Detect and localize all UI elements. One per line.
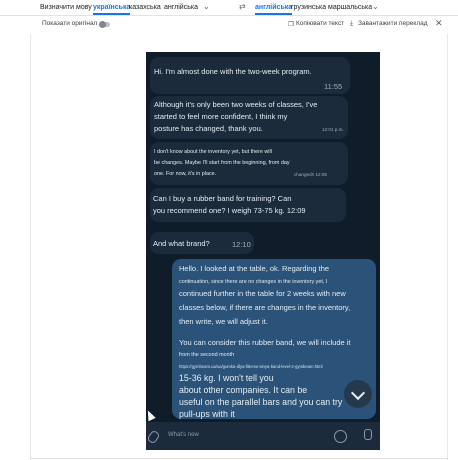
message-time: 11:55 bbox=[324, 82, 343, 91]
microphone-icon[interactable] bbox=[364, 429, 372, 440]
translation-toolbar bbox=[0, 16, 458, 32]
chat-screenshot bbox=[146, 52, 380, 450]
message-text: And what brand? bbox=[153, 239, 210, 248]
reply-line: continuation, since there are no changes in the inventory yet, I bbox=[179, 279, 328, 285]
reply-line: then write, we will adjust it. bbox=[179, 317, 268, 326]
reply-line: You can consider this rubber band, we will include it bbox=[179, 338, 351, 347]
reply-line: pull-ups with it bbox=[179, 409, 235, 419]
divider bbox=[30, 34, 31, 460]
reply-line: useful on the parallel bars and you can try bbox=[179, 397, 343, 407]
message-time: changed!! 12:05 bbox=[294, 172, 327, 177]
divider bbox=[30, 458, 448, 459]
message-text: Although it's only been two weeks of classes, I've started to feel more confident, I think my posture has changed, thank you. bbox=[154, 100, 318, 133]
reply-line: about other companies. It can be bbox=[179, 385, 308, 395]
message-text: Can I buy a rubber band for training? Can you recommend one? I weigh 73-75 kg. 12:09 bbox=[153, 194, 306, 215]
language-bar bbox=[0, 0, 458, 16]
source-lang-chevron-down-icon[interactable]: ⌄ bbox=[203, 2, 210, 11]
message-text: I don't know about the inventory yet, but there will be changes. Maybe I'll start from the beginning, from day one. For now, it's in place. bbox=[154, 149, 290, 177]
swap-arrows-icon[interactable]: ⇄ bbox=[239, 2, 246, 11]
show-original-toggle[interactable] bbox=[100, 22, 110, 27]
reply-line: from the second month bbox=[179, 352, 235, 358]
message-input-bar bbox=[146, 422, 380, 450]
reply-link[interactable]: https://gymbeam.ua/ua/gumka-dlya-fitnesu-sinya-band-level-2-gymbeam.html bbox=[179, 364, 323, 369]
emoji-icon[interactable] bbox=[334, 430, 347, 443]
target-lang-english-tab[interactable]: англійська bbox=[255, 4, 293, 11]
reply-line: classes below, if there are changes in the inventory, bbox=[179, 303, 351, 312]
detect-language-tab[interactable]: Визначити мову bbox=[40, 4, 92, 11]
message-time: 12:01 p.m. bbox=[322, 127, 344, 132]
source-lang-english-tab[interactable]: англійська bbox=[164, 4, 198, 11]
reply-line: continued further in the table for 2 weeks with new bbox=[179, 289, 346, 298]
message-text: Hi. I'm almost done with the two-week program. bbox=[154, 67, 312, 76]
show-original-label: Показати оригінал bbox=[42, 20, 98, 27]
target-lang-georgian-tab[interactable]: грузинська bbox=[291, 4, 327, 11]
download-icon[interactable]: ⤓ bbox=[350, 20, 353, 27]
copy-icon[interactable]: ❐ bbox=[288, 21, 294, 28]
source-lang-kazakh-tab[interactable]: казахська bbox=[129, 4, 161, 11]
close-icon[interactable]: ✕ bbox=[435, 18, 443, 28]
divider bbox=[447, 34, 448, 460]
message-input[interactable]: What's new bbox=[168, 432, 199, 438]
scroll-down-button[interactable] bbox=[344, 380, 372, 408]
message-bubble bbox=[150, 96, 348, 139]
message-bubble bbox=[150, 142, 348, 185]
target-lang-marshallese-tab[interactable]: маршальська bbox=[328, 4, 373, 11]
download-translation-button[interactable]: Завантажити переклад bbox=[358, 20, 428, 27]
reply-line: 15-36 kg. I won't tell you bbox=[179, 373, 274, 383]
paperclip-icon[interactable] bbox=[146, 430, 160, 445]
message-bubble bbox=[150, 57, 350, 94]
source-lang-ukrainian-tab[interactable]: українська bbox=[93, 4, 131, 11]
message-bubble bbox=[150, 188, 346, 222]
target-lang-chevron-down-icon[interactable]: ⌄ bbox=[372, 2, 379, 11]
reply-line: Hello. I looked at the table, ok. Regarding the bbox=[179, 264, 330, 273]
message-time: 12:10 bbox=[232, 240, 251, 249]
copy-text-button[interactable]: Копіювати текст bbox=[296, 20, 345, 27]
message-bubble bbox=[150, 232, 254, 254]
